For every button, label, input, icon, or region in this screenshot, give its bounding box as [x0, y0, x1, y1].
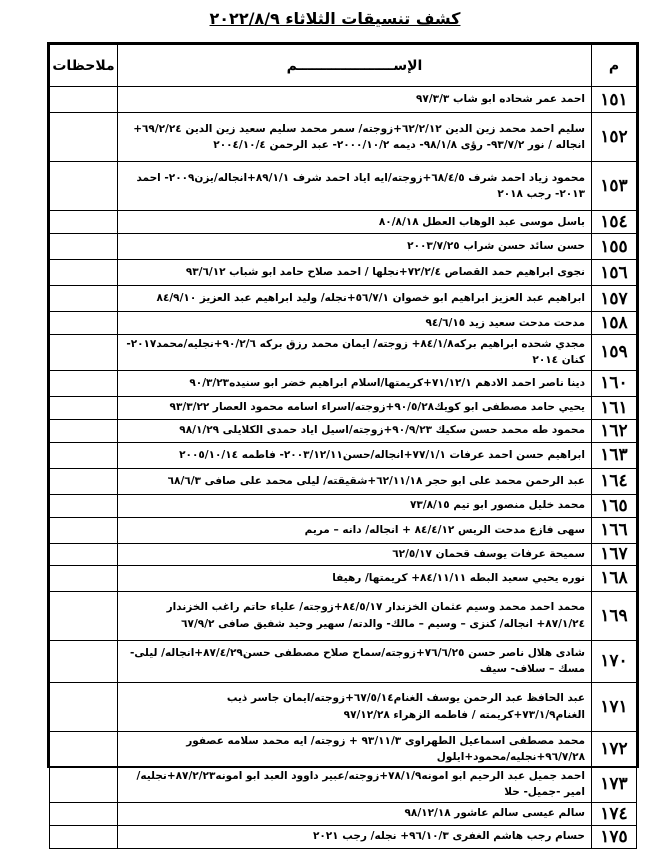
row-notes [50, 640, 118, 682]
row-number: ١٥١ [592, 87, 637, 113]
row-notes [50, 87, 118, 113]
table-row [50, 731, 637, 767]
row-notes [50, 731, 118, 767]
table-row [50, 370, 637, 396]
row-number: ١٥٥ [592, 234, 637, 260]
row-name: حسام رجب هاشم الغفرى ٩٦/١٠/٣+ نجله/ رجب ٢٠٢١ [118, 825, 592, 848]
row-number: ١٦٩ [592, 591, 637, 640]
row-number: ١٦٤ [592, 468, 637, 494]
row-name: ابراهيم حسن احمد عرفات ٧٧/١/١+انجاله/حسن٢٠٠٣/١٢/١١- فاطمه ٢٠٠٥/١٠/١٤ [118, 442, 592, 468]
row-name: محمود طه محمد حسن سكيك ٩٠/٩/٢٣+زوجته/اسيل اياد حمدى الكلايلى ٩٨/١/٢٩ [118, 419, 592, 442]
roster-table-frame [47, 42, 639, 847]
row-name: عبد الحافظ عبد الرحمن يوسف الغنام٦٧/٥/١٤+زوجته/ايمان جاسر ذيب الغنام٧٣/١/٩+كريمته / فاطمه الزهراء ٩٧/١٢/٢٨ [118, 682, 592, 731]
row-notes [50, 468, 118, 494]
row-number: ١٦٦ [592, 517, 637, 543]
row-name: يحيي حامد مصطفى ابو كويك٩٠/٥/٢٨+زوجته/اسراء اسامه محمود العصار ٩٣/٣/٢٢ [118, 396, 592, 419]
table-row [50, 234, 637, 260]
table-row [50, 468, 637, 494]
table-row [50, 260, 637, 286]
row-name: محمد خليل منصور ابو تيم ٧٣/٨/١٥ [118, 494, 592, 517]
row-notes [50, 211, 118, 234]
row-number: ١٦٢ [592, 419, 637, 442]
row-number: ١٥٣ [592, 162, 637, 211]
table-row [50, 640, 637, 682]
row-notes [50, 419, 118, 442]
row-number: ١٥٧ [592, 286, 637, 312]
row-name: محمود زياد احمد شرف ٦٨/٤/٥+زوجته/ايه اياد احمد شرف ٨٩/١/١+انجاله/يزن٢٠٠٩- احمد ٢٠١٣- رجب ٢٠١٨ [118, 162, 592, 211]
row-name: مدحت مدحت سعيد زيد ٩٤/٦/١٥ [118, 312, 592, 335]
row-notes [50, 396, 118, 419]
table-row [50, 565, 637, 591]
table-row [50, 396, 637, 419]
row-name: نجوى ابراهيم حمد القصاص ٧٢/٢/٤+نجلها / احمد صلاح حامد ابو شباب ٩٣/٦/١٢ [118, 260, 592, 286]
row-notes [50, 113, 118, 162]
row-notes [50, 591, 118, 640]
row-notes [50, 565, 118, 591]
row-notes [50, 682, 118, 731]
row-name: نوره يحيي سعيد البطه ٨٤/١١/١١+ كريمتها/ رهيفا [118, 565, 592, 591]
table-row [50, 591, 637, 640]
table-row [50, 312, 637, 335]
row-notes [50, 442, 118, 468]
row-number: ١٧٣ [592, 767, 637, 803]
header-row [50, 45, 637, 87]
row-notes [50, 517, 118, 543]
row-number: ١٥٤ [592, 211, 637, 234]
header-number: م [592, 45, 637, 87]
table-row [50, 87, 637, 113]
row-name: شادى هلال ناصر حسن ٧٦/٦/٢٥+زوجته/سماح صلاح مصطفى حسن٨٧/٤/٢٩+انجاله/ ليلى- مسك – سلاف- سيف [118, 640, 592, 682]
header-name: الإســــــــــــــــــــم [118, 45, 592, 87]
row-name: ابراهيم عبد العزيز ابراهيم ابو خصوان ٥٦/٧/١+نجله/ وليد ابراهيم عبد العزيز ٨٤/٩/١٠ [118, 286, 592, 312]
row-number: ١٦٠ [592, 370, 637, 396]
table-row [50, 802, 637, 825]
table-row [50, 494, 637, 517]
row-notes [50, 802, 118, 825]
row-name: احمد عمر شحاده ابو شاب ٩٧/٣/٣ [118, 87, 592, 113]
table-row [50, 442, 637, 468]
table-row [50, 162, 637, 211]
row-notes [50, 370, 118, 396]
row-number: ١٥٦ [592, 260, 637, 286]
row-number: ١٧١ [592, 682, 637, 731]
row-name: محمد احمد محمد وسيم عثمان الخزندار ٨٤/٥/١٧+زوجته/ علياء حاتم راغب الخزندار ٨٧/١/٢٤+ انجاله/ كنزى – وسيم – مالك- والدته/ سهير وحيد شفيق صافى ٦٧/٩/٢ [118, 591, 592, 640]
row-number: ١٥٩ [592, 335, 637, 371]
page-title: كشف تنسيقات الثلاثاء ٢٠٢٢/٨/٩ [209, 9, 461, 28]
header-notes: ملاحظات [50, 45, 118, 87]
row-number: ١٥٢ [592, 113, 637, 162]
row-name: حسن سائد حسن شراب ٢٠٠٣/٧/٢٥ [118, 234, 592, 260]
row-number: ١٧٠ [592, 640, 637, 682]
row-name: باسل موسى عبد الوهاب العطل ٨٠/٨/١٨ [118, 211, 592, 234]
row-number: ١٦١ [592, 396, 637, 419]
table-row [50, 113, 637, 162]
row-number: ١٧٥ [592, 825, 637, 848]
table-row [50, 335, 637, 371]
row-number: ١٦٧ [592, 543, 637, 565]
row-name: سهى فازع مدحت الريس ٨٤/٤/١٢ + انجاله/ دانه – مريم [118, 517, 592, 543]
row-notes [50, 286, 118, 312]
row-name: سميحة عرفات يوسف قحمان ٦٢/٥/١٧ [118, 543, 592, 565]
row-notes [50, 825, 118, 848]
row-name: احمد جميل عبد الرحيم ابو امونه٧٨/١/٩+زوجته/عبير داوود العبد ابو امونه٨٧/٢/٢٣+نجليه/ امير -جميل- حلا [118, 767, 592, 803]
row-name: سليم احمد محمد زين الدين ٦٢/٢/١٢+زوجته/ سمر محمد سليم سعيد زين الدين ٦٩/٢/٢٤+ انجاله / نور ٩٣/٧/٢- رؤى ٩٨/١/٨- ديمه ٢٠٠٠/١٠/٢- عبد الرحمن ٢٠٠٤/١٠/٤ [118, 113, 592, 162]
row-name: عبد الرحمن محمد على ابو حجر ٦٢/١١/١٨+شقيقته/ ليلى محمد على صافى ٦٨/٦/٣ [118, 468, 592, 494]
row-notes [50, 494, 118, 517]
table-row [50, 543, 637, 565]
row-name: سالم عيسى سالم عاشور ٩٨/١٢/١٨ [118, 802, 592, 825]
row-number: ١٧٤ [592, 802, 637, 825]
row-notes [50, 162, 118, 211]
table-row [50, 211, 637, 234]
table-row [50, 767, 637, 803]
row-notes [50, 260, 118, 286]
table-row [50, 419, 637, 442]
row-name: محمد مصطفى اسماعيل الطهراوى ٩٣/١١/٣ + زوجته/ ايه محمد سلامه عصفور ٩٦/٧/٢٨+نجليه/محمود+ايلول [118, 731, 592, 767]
row-number: ١٦٨ [592, 565, 637, 591]
row-number: ١٦٥ [592, 494, 637, 517]
row-notes [50, 312, 118, 335]
row-notes [50, 543, 118, 565]
table-row [50, 517, 637, 543]
table-row [50, 286, 637, 312]
row-notes [50, 234, 118, 260]
row-name: دينا ناصر احمد الادهم ٧١/١٢/١+كريمتها/اسلام ابراهيم خضر ابو سنيده٩٠/٣/٢٣ [118, 370, 592, 396]
row-number: ١٥٨ [592, 312, 637, 335]
row-number: ١٧٢ [592, 731, 637, 767]
row-name: مجدي شحده ابراهيم بركه٨٤/١/٨+ زوجته/ ايمان محمد رزق بركه ٩٠/٢/٦+نجليه/محمد٢٠١٧- كنان ٢٠١٤ [118, 335, 592, 371]
row-notes [50, 767, 118, 803]
row-notes [50, 335, 118, 371]
table-row [50, 825, 637, 848]
table-row [50, 682, 637, 731]
roster-table [49, 44, 637, 849]
row-number: ١٦٣ [592, 442, 637, 468]
